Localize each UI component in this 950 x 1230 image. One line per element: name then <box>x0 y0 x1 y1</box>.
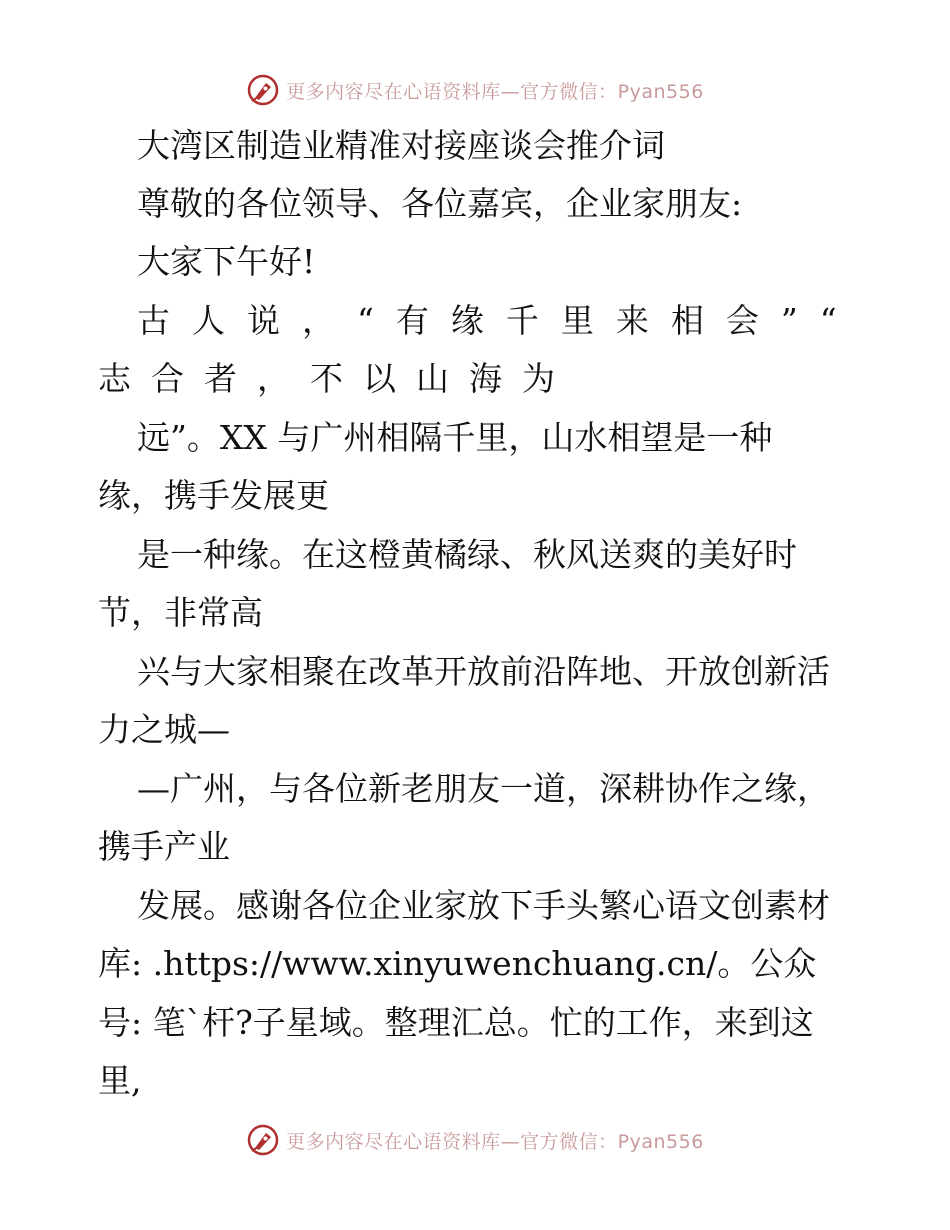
paragraph-line: 远”。XX 与广州相隔千里，山水相望是一种 <box>137 418 773 457</box>
header-watermark-banner <box>0 70 950 110</box>
salutation-line: 尊敬的各位领导、各位嘉宾，企业家朋友: <box>137 184 743 223</box>
pen-nib-circle-icon <box>246 73 280 107</box>
watermark-text: 更多内容尽在心语资料库—官方微信：Pyan556 <box>286 1130 704 1153</box>
pen-nib-circle-icon <box>246 1123 280 1157</box>
paragraph-line: 号: 笔`杆?子星域。整理汇总。忙的工作，来到这 <box>98 1003 814 1042</box>
greeting-line: 大家下午好! <box>137 242 316 281</box>
paragraph-line: 节，非常高 <box>98 593 263 632</box>
paragraph-line: 是一种缘。在这橙黄橘绿、秋风送爽的美好时 <box>137 535 797 574</box>
paragraph-line: —广州，与各位新老朋友一道，深耕协作之缘， <box>137 769 830 808</box>
paragraph-line: 携手产业 <box>98 827 230 866</box>
paragraph-line: 库: .https://www.xinyuwenchuang.cn/。公众 <box>98 944 817 983</box>
watermark-text: 更多内容尽在心语资料库—官方微信：Pyan556 <box>286 80 704 103</box>
paragraph-line: 里, <box>98 1061 142 1100</box>
footer-watermark-inner <box>246 1123 704 1157</box>
document-title: 大湾区制造业精准对接座谈会推介词 <box>137 126 665 165</box>
paragraph-line: 力之城— <box>98 710 230 749</box>
paragraph-line: 缘，携手发展更 <box>98 476 329 515</box>
footer-watermark-banner <box>0 1120 950 1160</box>
paragraph-line: 发展。感谢各位企业家放下手头繁心语文创素材 <box>137 886 830 925</box>
paragraph-line: 古人说，“有缘千里来相会”“ <box>137 301 859 340</box>
paragraph-line: 志合者，不以山海为 <box>98 359 575 398</box>
paragraph-line: 兴与大家相聚在改革开放前沿阵地、开放创新活 <box>137 652 830 691</box>
header-watermark-inner <box>246 73 704 107</box>
